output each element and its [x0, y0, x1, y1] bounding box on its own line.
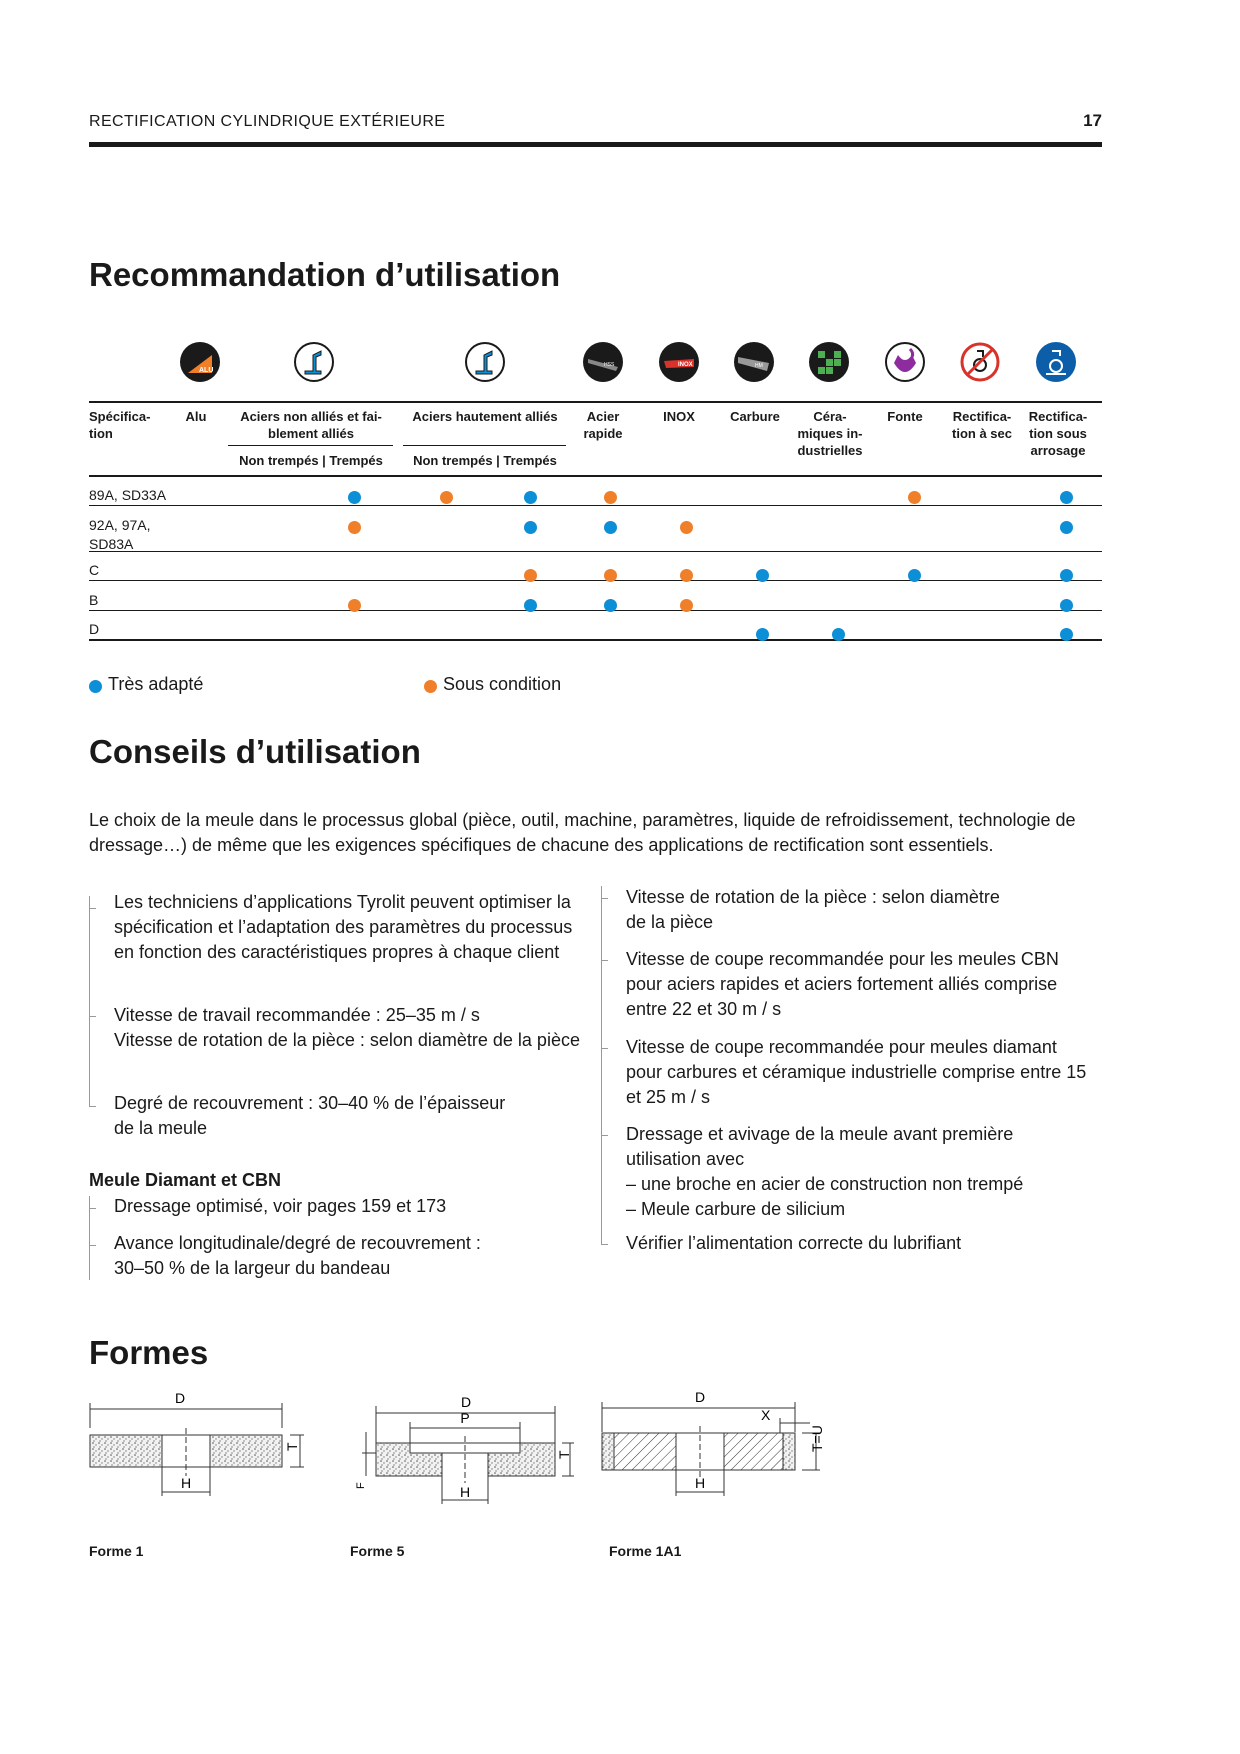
subheader-hautement-allies: Non trempés | Trempés — [413, 453, 557, 468]
forme5-dim-h: H — [459, 1484, 471, 1500]
sous-condition-dot — [908, 491, 921, 504]
bullet-tick — [89, 1208, 96, 1209]
forme1a1-dim-tu: T=U — [809, 1425, 825, 1452]
header-carbure: Carbure — [730, 409, 780, 424]
header-rectification-sec: Rectifica- tion à sec — [952, 409, 1012, 441]
steel-beam-icon — [293, 341, 335, 383]
forme1a1-dim-d: D — [694, 1389, 706, 1405]
tres-adapte-dot — [1060, 491, 1073, 504]
tres-adapte-dot — [348, 491, 361, 504]
sous-condition-dot — [440, 491, 453, 504]
header-aciers-non-allies: Aciers non alliés et fai- blement alliés — [240, 409, 382, 441]
right-bullet-5: Vérifier l’alimentation correcte du lubrifiant — [626, 1233, 962, 1253]
wet-grinding-icon — [1035, 341, 1077, 383]
forme1a1-dim-x: X — [761, 1407, 771, 1423]
header-specification: Spécifica- tion — [89, 409, 151, 441]
left-bullet-line — [89, 896, 90, 1106]
table-top-rule — [89, 401, 1102, 403]
tres-adapte-dot — [524, 491, 537, 504]
bullet-tick — [601, 1135, 608, 1136]
row-label-89a: 89A, SD33A — [89, 487, 167, 503]
svg-text:HM: HM — [755, 363, 763, 369]
page-number: 17 — [1083, 111, 1102, 130]
header-fonte: Fonte — [887, 409, 923, 424]
forme1-dim-h: H — [180, 1475, 192, 1491]
table-bottom-rule — [89, 639, 1102, 641]
left-bullet-2: Vitesse de travail recommandée : 25–35 m / s Vitesse de rotation de la pièce : selon diamètre de la pièce — [114, 1005, 580, 1050]
alloy-steel-beam-icon — [464, 341, 506, 383]
meule-diamant-subhead: Meule Diamant et CBN — [89, 1170, 282, 1190]
recommandation-title: Recommandation d’utilisation — [89, 256, 561, 293]
header-aciers-hautement-allies: Aciers hautement alliés — [412, 409, 558, 424]
header-rule — [89, 142, 1102, 147]
tres-adapte-dot — [524, 521, 537, 534]
formes-diagrams — [80, 1388, 840, 1518]
forme1a1-dim-h: H — [694, 1475, 706, 1491]
ceramic-icon — [808, 341, 850, 383]
header-rectification-arrosage: Rectifica- tion sous arrosage — [1028, 409, 1088, 458]
bullet-tick — [89, 908, 96, 909]
row-label-d: D — [89, 621, 100, 637]
tres-adapte-dot — [832, 628, 845, 641]
forme-1a1-diagram — [602, 1389, 825, 1496]
tres-adapte-dot — [604, 521, 617, 534]
forme5-dim-f: F — [355, 1482, 367, 1489]
svg-text:INOX: INOX — [678, 362, 693, 368]
forme-1a1-label: Forme 1A1 — [609, 1543, 682, 1559]
svg-text:HSS: HSS — [604, 362, 615, 368]
right-bullet-line — [601, 886, 602, 1244]
tres-adapte-dot — [524, 599, 537, 612]
forme-1-label: Forme 1 — [89, 1543, 144, 1559]
subheader-rule-1 — [228, 445, 393, 446]
tres-adapte-dot — [908, 569, 921, 582]
sous-condition-dot — [680, 599, 693, 612]
row-label-92a: 92A, 97A, SD83A — [89, 517, 151, 552]
sous-condition-dot — [348, 599, 361, 612]
legend-sous-condition: Sous condition — [443, 674, 562, 694]
legend-blue-dot — [89, 680, 102, 693]
row-label-b: B — [89, 592, 99, 608]
tres-adapte-dot — [1060, 628, 1073, 641]
left-bullet-1: Les techniciens d’applications Tyrolit peuvent optimiser la spécification et l’adaptation des paramètres du processus en fonction des caractéristiques propres à chaque client — [114, 892, 573, 962]
header-acier-rapide: Acier rapide — [583, 409, 623, 441]
left-bullet-3: Degré de recouvrement : 30–40 % de l’épaisseur de la meule — [114, 1093, 506, 1138]
sous-condition-dot — [604, 569, 617, 582]
forme-5-label: Forme 5 — [350, 1543, 405, 1559]
legend-tres-adapte: Très adapté — [108, 674, 204, 694]
sub-bullet-1: Dressage optimisé, voir pages 159 et 173 — [114, 1196, 447, 1216]
sous-condition-dot — [680, 521, 693, 534]
sub-bullet-2: Avance longitudinale/degré de recouvrement : 30–50 % de la largeur du bandeau — [114, 1233, 481, 1278]
bullet-tick — [89, 1245, 96, 1246]
sous-condition-dot — [604, 491, 617, 504]
bullet-tick — [601, 1048, 608, 1049]
tres-adapte-dot — [604, 599, 617, 612]
cast-iron-icon — [884, 341, 926, 383]
row-rule-4 — [89, 610, 1102, 611]
alu-icon — [179, 341, 221, 383]
inox-icon — [658, 341, 700, 383]
forme5-dim-t: T — [556, 1450, 572, 1459]
header-alu: Alu — [185, 409, 207, 424]
subheader-rule-2 — [403, 445, 566, 446]
bullet-tick — [601, 898, 608, 899]
forme5-dim-d: D — [460, 1394, 472, 1410]
right-bullet-4: Dressage et avivage de la meule avant première utilisation avec – une broche en acier de construction non trempé – Meule carbure de silicium — [626, 1124, 1024, 1219]
conseils-intro: Le choix de la meule dans le processus global (pièce, outil, machine, paramètres, liquide de refroidissement, technologie de dressage…) de même que les exigences spécifiques de chacune des applications de rectification sont essentiels. — [89, 810, 1076, 855]
hss-icon — [582, 341, 624, 383]
row-rule-2 — [89, 551, 1102, 552]
header-bottom-rule — [89, 475, 1102, 477]
sous-condition-dot — [524, 569, 537, 582]
conseils-title: Conseils d’utilisation — [89, 733, 421, 770]
subheader-non-allies: Non trempés | Trempés — [239, 453, 383, 468]
dry-grinding-icon — [959, 341, 1001, 383]
header-ceramiques: Céra- miques in- dustrielles — [797, 409, 863, 458]
bullet-tick — [601, 1244, 608, 1245]
row-label-c: C — [89, 562, 100, 578]
tres-adapte-dot — [1060, 599, 1073, 612]
tres-adapte-dot — [1060, 569, 1073, 582]
right-bullet-2: Vitesse de coupe recommandée pour les meules CBN pour aciers rapides et aciers fortement alliés comprise entre 22 et 30 m / s — [626, 949, 1059, 1019]
sous-condition-dot — [680, 569, 693, 582]
row-rule-1 — [89, 505, 1102, 506]
forme-5-diagram — [355, 1394, 574, 1504]
tres-adapte-dot — [756, 628, 769, 641]
forme1-dim-t: T — [284, 1442, 300, 1451]
header-inox: INOX — [663, 409, 695, 424]
bullet-tick — [89, 1106, 96, 1107]
sous-condition-dot — [348, 521, 361, 534]
row-rule-3 — [89, 580, 1102, 581]
forme5-dim-p: P — [460, 1410, 470, 1426]
legend-orange-dot — [424, 680, 437, 693]
carbide-icon — [733, 341, 775, 383]
svg-text:ALU: ALU — [199, 367, 214, 374]
tres-adapte-dot — [756, 569, 769, 582]
forme1-dim-d: D — [174, 1390, 186, 1406]
bullet-tick — [89, 1016, 96, 1017]
bullet-tick — [601, 960, 608, 961]
tres-adapte-dot — [1060, 521, 1073, 534]
section-title: RECTIFICATION CYLINDRIQUE EXTÉRIEURE — [89, 113, 446, 130]
formes-title: Formes — [89, 1334, 209, 1371]
right-bullet-1: Vitesse de rotation de la pièce : selon diamètre de la pièce — [626, 887, 1000, 932]
right-bullet-3: Vitesse de coupe recommandée pour meules diamant pour carbures et céramique industrielle comprise entre 15 et 25 m / s — [626, 1037, 1087, 1107]
forme-1-diagram — [90, 1390, 304, 1496]
